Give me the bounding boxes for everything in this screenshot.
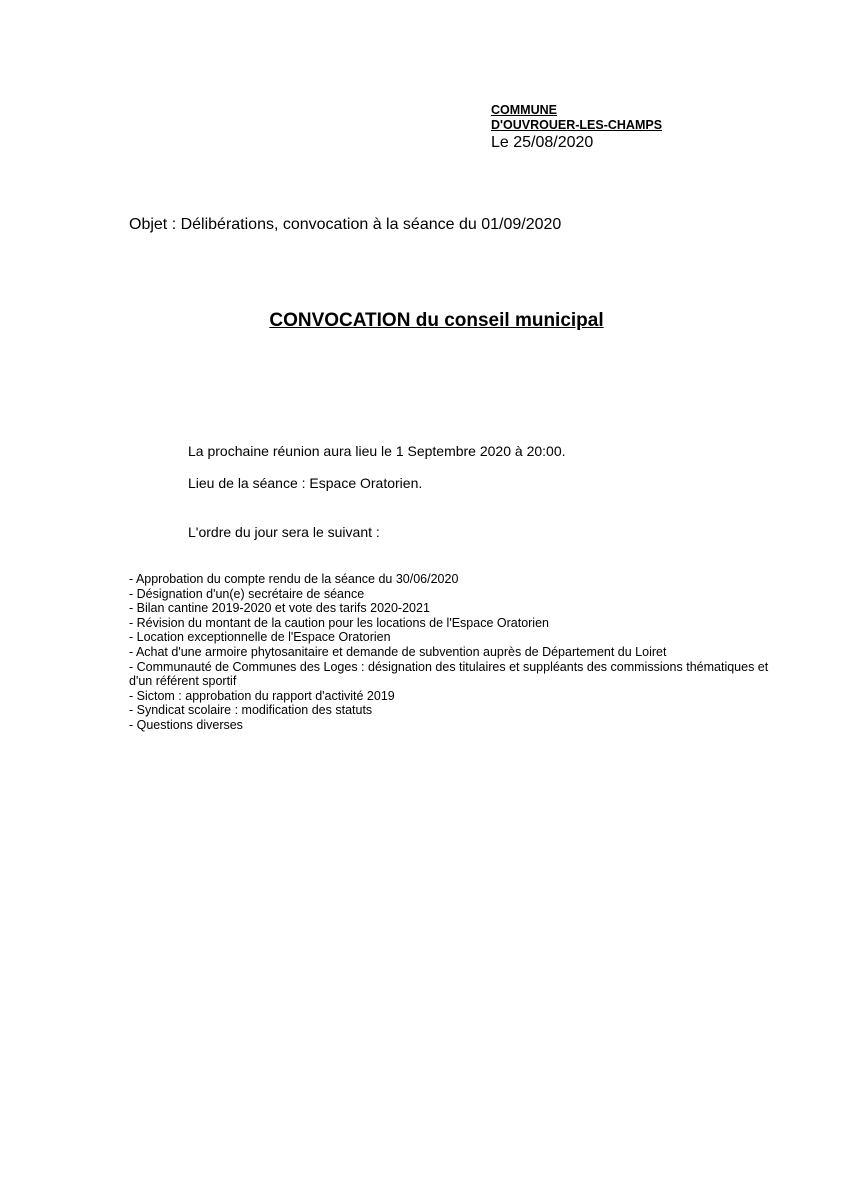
subject-line: Objet : Délibérations, convocation à la séance du 01/09/2020 [129, 216, 562, 233]
agenda-intro-paragraph: L'ordre du jour sera le suivant : [188, 524, 380, 540]
agenda-item: - Syndicat scolaire : modification des statuts [129, 703, 373, 718]
meeting-time-paragraph: La prochaine réunion aura lieu le 1 Septembre 2020 à 20:00. [188, 443, 566, 459]
agenda-item: - Sictom : approbation du rapport d'activité 2019 [129, 688, 395, 703]
meeting-location-paragraph: Lieu de la séance : Espace Oratorien. [188, 475, 423, 491]
document-title: CONVOCATION du conseil municipal [269, 310, 604, 331]
agenda-item: - Désignation d'un(e) secrétaire de séance [129, 586, 365, 601]
sender-header [491, 103, 831, 152]
agenda-item: - Bilan cantine 2019-2020 et vote des tarifs 2020-2021 [129, 601, 430, 616]
document-title-wrapper [0, 309, 849, 333]
commune-label: COMMUNE [491, 103, 557, 117]
commune-name: D'OUVROUER-LES-CHAMPS [491, 118, 663, 132]
agenda-item: - Approbation du compte rendu de la séance du 30/06/2020 [129, 572, 459, 586]
agenda-item: - Achat d'une armoire phytosanitaire et demande de subvention auprès de Département du Loiret [129, 644, 667, 659]
agenda-item: - Révision du montant de la caution pour les locations de l'Espace Oratorien [129, 615, 549, 630]
agenda-item: - Communauté de Communes des Loges : désignation des titulaires et suppléants des commissions thématiques et d'un référent sportif [129, 659, 769, 689]
agenda-item: - Questions diverses [129, 717, 243, 732]
letter-date: Le 25/08/2020 [491, 134, 594, 151]
agenda-item: - Location exceptionnelle de l'Espace Oratorien [129, 630, 391, 645]
agenda-list [129, 572, 769, 733]
